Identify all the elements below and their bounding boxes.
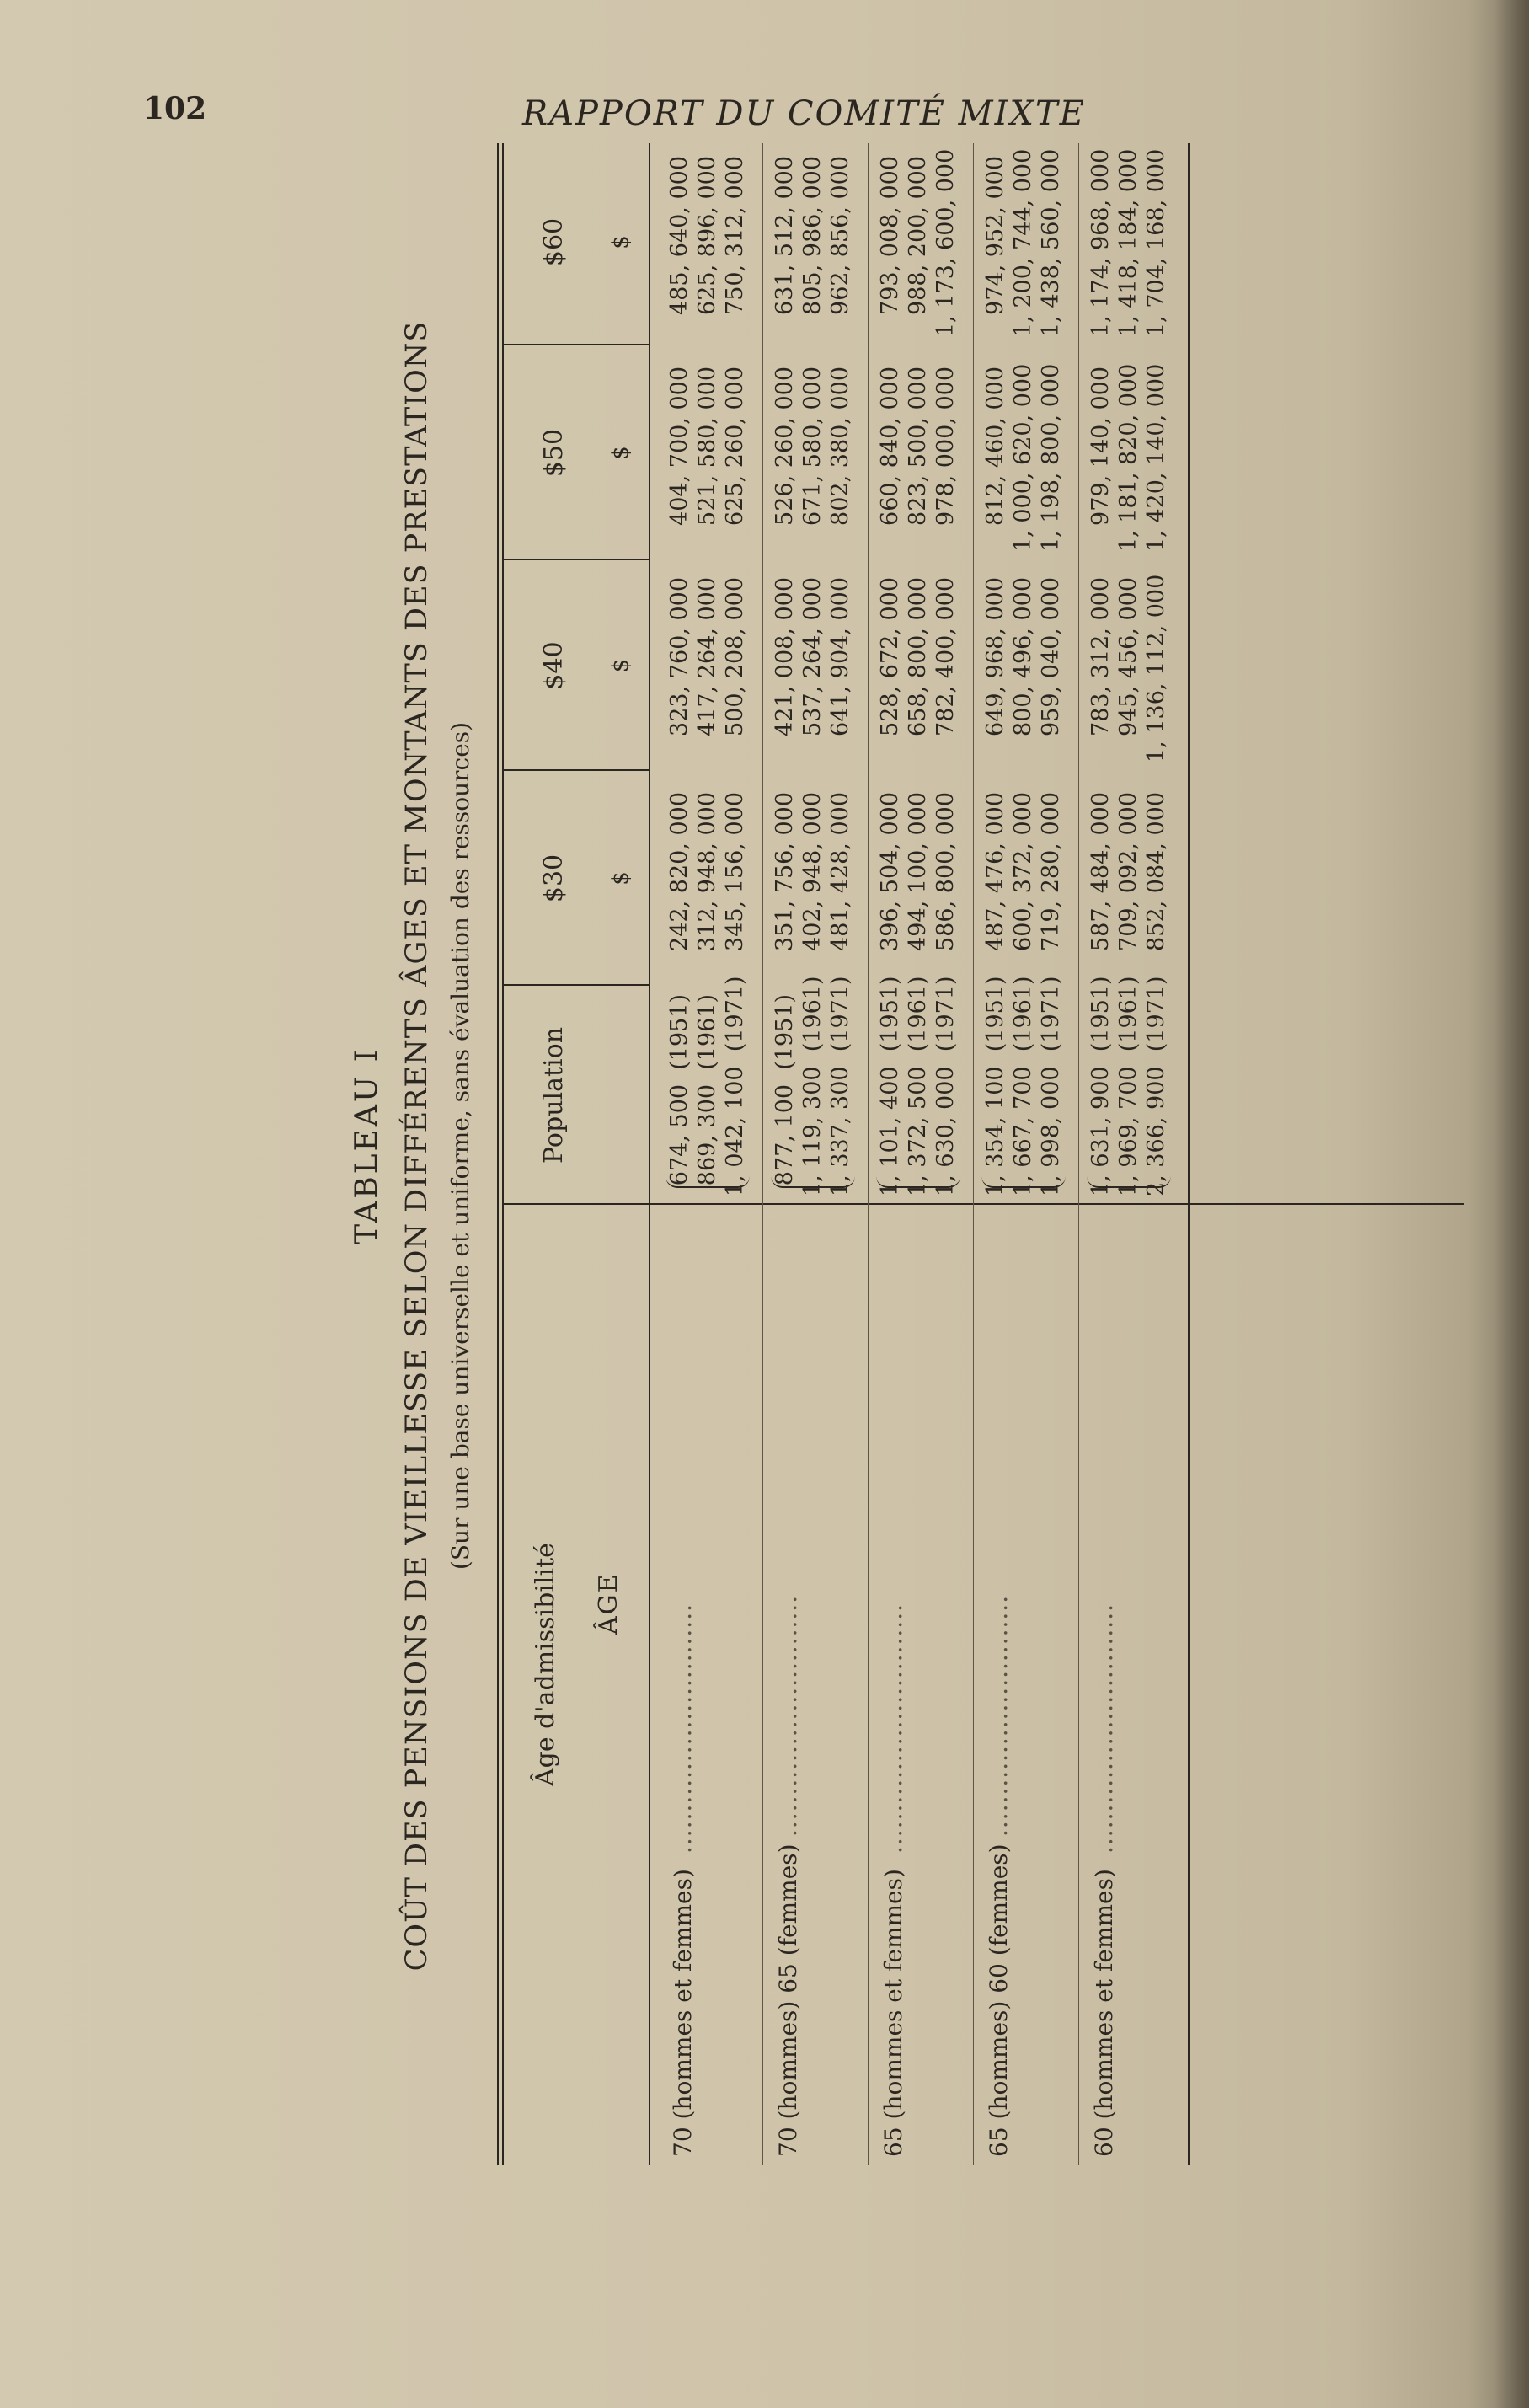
header-bottom-rule bbox=[649, 143, 650, 2165]
leader-dots: ............................. bbox=[985, 1594, 1013, 1837]
header-60: $60 bbox=[539, 217, 569, 267]
column-divider bbox=[504, 769, 649, 771]
cost-40-cell: 783, 312, 000 945, 456, 000 1, 136, 112, 000 bbox=[1088, 574, 1169, 763]
column-divider bbox=[504, 344, 649, 345]
age-header: Âge d'admissibilité bbox=[531, 1543, 560, 1786]
cost-50-cell: 526, 260, 000 671, 580, 000 802, 380, 000 bbox=[772, 367, 853, 526]
cost-60-cell: 1, 174, 968, 000 1, 418, 184, 000 1, 704, 168, 000 bbox=[1088, 148, 1169, 337]
column-divider bbox=[504, 559, 649, 560]
population-cell: 674, 500 (1951) 869, 300 (1961) 1, 042, 100 (1971) bbox=[666, 976, 748, 1196]
table-note: (Sur une base universelle et uniforme, sans évaluation des ressources) bbox=[446, 721, 474, 1571]
group-separator bbox=[762, 143, 763, 2165]
row-label: 70 (hommes et femmes) bbox=[669, 1869, 697, 2157]
rotated-table bbox=[337, 51, 1348, 2241]
table-bottom-rule bbox=[1188, 143, 1190, 2165]
header-30: $30 bbox=[539, 854, 569, 903]
table-row bbox=[981, 51, 1083, 2241]
group-separator bbox=[1078, 143, 1079, 2165]
table-subtitle: COÛT DES PENSIONS DE VIEILLESSE SELON DIFFÉRENTS ÂGES ET MONTANTS DES PRESTATIONS bbox=[400, 320, 434, 1972]
unit-50: $ bbox=[608, 446, 634, 460]
cost-30-cell: 587, 484, 000 709, 092, 000 852, 084, 000 bbox=[1088, 792, 1169, 951]
age-subheader: ÂGE bbox=[594, 1572, 623, 1635]
table-row bbox=[771, 51, 872, 2241]
cost-60-cell: 485, 640, 000 625, 896, 000 750, 312, 000 bbox=[666, 156, 748, 315]
unit-30: $ bbox=[608, 871, 634, 886]
cost-60-cell: 793, 008, 000 988, 200, 000 1, 173, 600, 000 bbox=[877, 148, 959, 337]
table-title: TABLEAU I bbox=[350, 1047, 384, 1244]
unit-60: $ bbox=[608, 235, 634, 249]
cost-40-cell: 323, 760, 000 417, 264, 000 500, 208, 000 bbox=[666, 577, 748, 736]
row-label: 65 (hommes) 60 (femmes) bbox=[985, 1843, 1013, 2157]
leader-dots: .............................. bbox=[1090, 1603, 1118, 1854]
cost-30-cell: 242, 820, 000 312, 948, 000 345, 156, 000 bbox=[666, 792, 748, 951]
population-cell: 1, 101, 400 (1951) 1, 372, 500 (1961) 1, 630, 000 (1971) bbox=[877, 976, 959, 1196]
row-label: 65 (hommes et femmes) bbox=[879, 1869, 907, 2157]
book-spine-shadow bbox=[1495, 0, 1529, 2408]
group-separator bbox=[868, 143, 869, 2165]
cost-50-cell: 979, 140, 000 1, 181, 820, 000 1, 420, 140, 000 bbox=[1088, 363, 1169, 552]
cost-30-cell: 396, 504, 000 494, 100, 000 586, 800, 000 bbox=[877, 792, 959, 951]
population-cell: 1, 631, 900 (1951) 1, 969, 700 (1961) 2, 366, 900 (1971) bbox=[1088, 976, 1169, 1196]
top-double-rule bbox=[497, 143, 504, 2165]
unit-40: $ bbox=[608, 658, 634, 673]
group-separator bbox=[973, 143, 974, 2165]
table-row bbox=[876, 51, 977, 2241]
cost-40-cell: 421, 008, 000 537, 264, 000 641, 904, 000 bbox=[772, 577, 853, 736]
leader-dots: .............................. bbox=[669, 1603, 697, 1854]
header-40: $40 bbox=[539, 641, 569, 690]
cost-50-cell: 812, 460, 000 1, 000, 620, 000 1, 198, 800, 000 bbox=[982, 363, 1064, 552]
running-head: RAPPORT DU COMITÉ MIXTE bbox=[522, 94, 1086, 133]
cost-50-cell: 404, 700, 000 521, 580, 000 625, 260, 000 bbox=[666, 367, 748, 526]
leader-dots: .............................. bbox=[879, 1603, 907, 1854]
row-label: 70 (hommes) 65 (femmes) bbox=[774, 1843, 802, 2157]
cost-60-cell: 974, 952, 000 1, 200, 744, 000 1, 438, 560, 000 bbox=[982, 148, 1064, 337]
table-row bbox=[666, 51, 767, 2241]
row-label: 60 (hommes et femmes) bbox=[1090, 1869, 1118, 2157]
cost-40-cell: 528, 672, 000 658, 800, 000 782, 400, 000 bbox=[877, 577, 959, 736]
column-divider bbox=[504, 984, 649, 986]
cost-50-cell: 660, 840, 000 823, 500, 000 978, 000, 000 bbox=[877, 367, 959, 526]
leader-dots: ............................. bbox=[774, 1594, 802, 1837]
cost-30-cell: 487, 476, 000 600, 372, 000 719, 280, 000 bbox=[982, 792, 1064, 951]
page-number: 102 bbox=[143, 91, 207, 126]
cost-30-cell: 351, 756, 000 402, 948, 000 481, 428, 000 bbox=[772, 792, 853, 951]
cost-40-cell: 649, 968, 000 800, 496, 000 959, 040, 000 bbox=[982, 577, 1064, 736]
population-header: Population bbox=[539, 1026, 569, 1164]
header-50: $50 bbox=[539, 428, 569, 478]
population-cell: 877, 100 (1951) 1, 119, 300 (1961) 1, 337, 300 (1971) bbox=[772, 976, 853, 1196]
population-cell: 1, 354, 100 (1951) 1, 667, 700 (1961) 1, 998, 000 (1971) bbox=[982, 976, 1064, 1196]
cost-60-cell: 631, 512, 000 805, 986, 000 962, 856, 000 bbox=[772, 156, 853, 315]
table-row bbox=[1087, 51, 1188, 2241]
